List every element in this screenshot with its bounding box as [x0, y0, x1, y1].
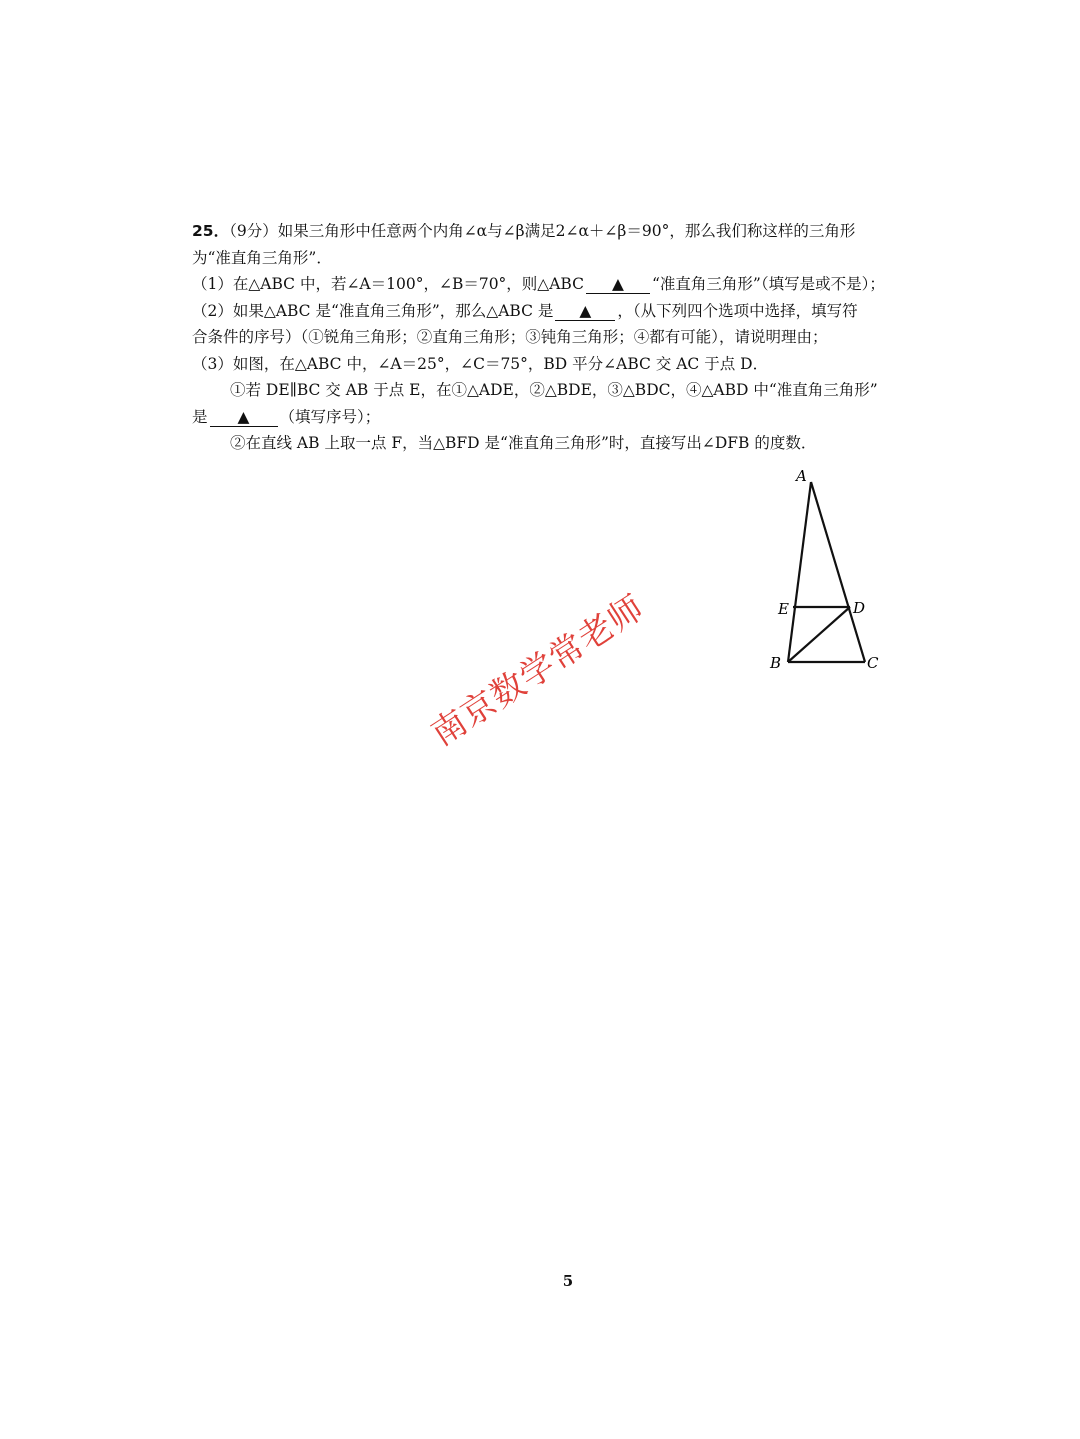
question-number: 25．: [192, 222, 230, 240]
answer-blank-3[interactable]: ▲: [210, 408, 278, 427]
part-3-question-2-text: ②在直线 AB 上取一点 F，当△BFD 是“准直角三角形”时，直接写出∠DFB 的度数．: [230, 434, 817, 452]
watermark: 南京数学常老师: [424, 587, 652, 755]
part-2-options-text: 合条件的序号）（①锐角三角形；②直角三角形；③钝角三角形；④都有可能），请说明理由；: [192, 328, 828, 346]
part-3-question-1-text: ①若 DE∥BC 交 AB 于点 E，在①△ADE，②△BDE，③△BDC，④△ABD 中“准直角三角形”: [230, 381, 878, 399]
part-1: [192, 271, 952, 298]
triangle-figure: [760, 464, 900, 680]
part-3-question-1-answer: [192, 404, 952, 431]
part-2-text: （2）如果△ABC 是“准直角三角形”，那么△ABC 是: [192, 301, 554, 320]
answer-blank-1[interactable]: ▲: [586, 275, 650, 294]
part-3: [192, 351, 952, 378]
part-3-question-1-prefix: 是: [192, 407, 208, 426]
problem-statement-line-1: [192, 218, 952, 245]
label-b: B: [770, 654, 782, 672]
part-3-question-1-instruction: （填写序号）；: [279, 407, 381, 426]
problem-statement: （9分）如果三角形中任意两个内角∠α与∠β满足2∠α＋∠β＝90°，那么我们称这样的三角形: [229, 222, 856, 240]
part-2-options: [192, 324, 952, 351]
label-e: E: [778, 600, 789, 618]
part-3-text: （3）如图，在△ABC 中，∠A＝25°，∠C＝75°，BD 平分∠ABC 交 AC 于点 D．: [192, 354, 769, 373]
segment-bd: [788, 607, 850, 662]
part-3-question-1: [192, 377, 952, 404]
part-2: [192, 298, 952, 325]
part-1-text: （1）在△ABC 中，若∠A＝100°，∠B＝70°，则△ABC: [192, 275, 584, 293]
problem-definition-end: 为“准直角三角形”．: [192, 248, 332, 267]
problem-25: [192, 218, 952, 457]
segment-ab: [788, 482, 811, 662]
part-3-question-2: [192, 430, 952, 457]
label-a: A: [796, 467, 807, 485]
problem-statement-line-2: [192, 245, 952, 272]
page-number: 5: [562, 1272, 574, 1290]
label-c: C: [867, 654, 879, 672]
answer-blank-2[interactable]: ▲: [555, 302, 615, 321]
part-1-instruction: “准直角三角形”（填写是或不是）；: [651, 275, 885, 293]
label-d: D: [853, 599, 866, 617]
part-2-instruction: ，（从下列四个选项中选择，填写符: [617, 301, 858, 320]
